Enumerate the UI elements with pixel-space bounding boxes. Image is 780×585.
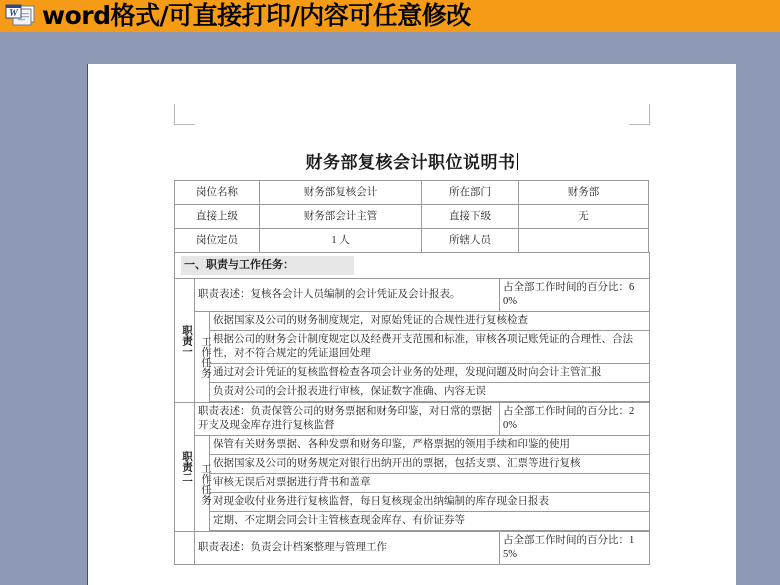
table-row [175,364,650,383]
promo-banner [0,0,780,32]
section-heading-text: 一、职责与工作任务： [181,256,354,275]
table-row [175,181,649,205]
info-label-position-name: 岗位名称 [175,181,260,205]
duty-task-item: 依据国家及公司的财务制度规定，对原始凭证的合规性进行复核检查 [210,312,650,331]
duty-label-2: 职责二 [175,403,195,532]
info-value-department: 财务部 [519,181,649,205]
duty-task-item: 对现金收付业务进行复核监督，每日复核现金出纳编制的库存现金日报表 [210,493,650,512]
duty-label-1: 职责一 [175,279,195,403]
duty-percent-2: 占全部工作时间的百分比：20% [500,403,650,436]
duty-task-label-1: 工作任务 [195,312,210,403]
table-row [175,312,650,331]
table-row [175,253,650,279]
table-row [175,532,650,565]
duty-task-item: 依据国家及公司的财务规定对银行出纳开出的票据，包括支票、汇票等进行复核 [210,455,650,474]
duty-task-item: 负责对公司的会计报表进行审核，保证数字准确、内容无误 [210,383,650,402]
info-label-direct-subordinate: 直接下级 [422,205,519,229]
table-row [175,436,650,455]
info-value-direct-subordinate: 无 [519,205,649,229]
info-value-headcount: 1 人 [260,229,422,253]
info-label-direct-superior: 直接上级 [175,205,260,229]
table-row [175,331,650,364]
duty-task-item: 根据公司的财务会计制度规定以及经费开支范围和标准，审核各项记账凭证的合理性、合法性，对不符合规定的凭证退回处理 [210,331,650,364]
duty-task-item: 定期、不定期会同会计主管核查现金库存、有价证券等 [210,512,650,531]
duty-task-item: 通过对会计凭证的复核监督检查各项会计业务的处理，发现问题及时向会计主管汇报 [210,364,650,383]
margin-marker-top-right [629,104,650,125]
svg-text:W: W [9,8,18,19]
duty-percent-3: 占全部工作时间的百分比：15% [500,532,650,565]
page-title-text: 财务部复核会计职位说明书 [305,153,516,172]
info-label-department: 所在部门 [422,181,519,205]
table-row [175,205,649,229]
table-row [175,455,650,474]
section-heading [178,255,646,276]
duty-statement-1: 职责表述：复核各会计人员编制的会计凭证及会计报表。 [195,279,500,312]
margin-marker-top-left [174,104,195,125]
duty-task-item: 保管有关财务票据、各种发票和财务印鉴，严格票据的领用手续和印鉴的使用 [210,436,650,455]
text-caret [517,153,518,170]
document-viewport[interactable] [44,32,736,585]
table-row [175,474,650,493]
table-row [175,403,650,436]
word-page[interactable] [88,64,736,585]
duty-statement-2: 职责表述：负责保管公司的财务票据和财务印鉴，对日常的票据开支及现金库存进行复核监督 [195,403,500,436]
info-label-supervised-staff: 所辖人员 [422,229,519,253]
document-body[interactable] [174,152,649,565]
word-document-icon [4,4,38,28]
duty-task-item: 审核无误后对票据进行背书和盖章 [210,474,650,493]
info-value-supervised-staff [519,229,649,253]
page-title [174,152,649,174]
info-value-position-name: 财务部复核会计 [260,181,422,205]
job-info-table [174,180,649,253]
info-label-headcount: 岗位定员 [175,229,260,253]
promo-banner-text: word格式/可直接打印/内容可任意修改 [42,1,471,30]
duties-table [174,252,650,565]
duty-percent-1: 占全部工作时间的百分比：60% [500,279,650,312]
table-row [175,512,650,531]
section-heading-cell [175,253,650,279]
duty-statement-3: 职责表述：负责会计档案整理与管理工作 [195,532,500,565]
table-row [175,383,650,402]
duty-task-label-2: 工作任务 [195,436,210,532]
table-row [175,493,650,512]
duty-label-3 [175,532,195,565]
info-value-direct-superior: 财务部会计主管 [260,205,422,229]
table-row [175,279,650,312]
table-row [175,229,649,253]
